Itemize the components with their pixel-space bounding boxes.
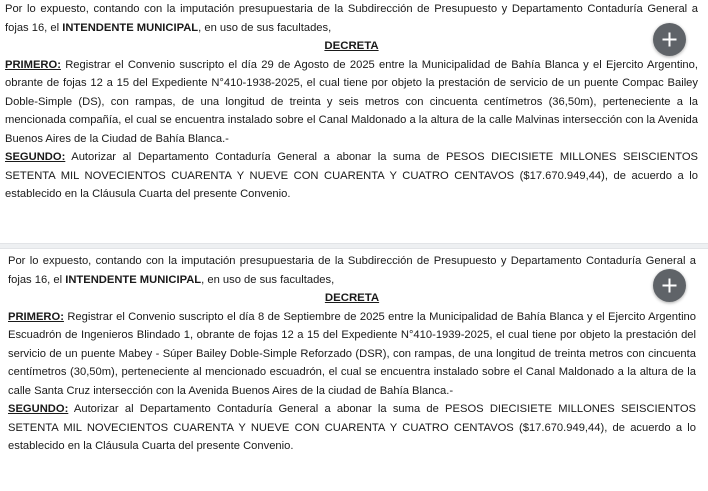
intro-strong: INTENDENTE MUNICIPAL <box>65 273 202 286</box>
add-button[interactable] <box>653 23 686 56</box>
clause-primero-text: Registrar el Convenio suscripto el día 8 de Septiembre de 2025 entre la Municipalidad de Bahía Blanca y el Ejercito Argentino Escuadrón de Ingenieros Blindado 1, obrante de fojas 12 a 15 del Expediente N°410-1939-2025, el cual tiene por objeto la prestación del servicio de un puente Mabey - Súper Bailey Doble-Simple Reforzado (DSR), con rampas, de una longitud de treinta metros con cincuenta centímetros (30,50m), perteneciente al mencionado escuadrón, el cual se encuentra instalado sobre el Canal Maldonado a la altura de la calle Santa Cruz intersección con la Avenida Buenos Aires de la ciudad de Bahía Blanca.- <box>8 310 696 397</box>
clause-primero <box>5 56 698 149</box>
decree-heading: DECRETA <box>324 292 380 304</box>
intro-paragraph <box>8 252 696 289</box>
clause-primero-label: PRIMERO: <box>8 310 64 323</box>
intro-tail: , en uso de sus facultades, <box>198 21 332 34</box>
plus-icon <box>653 23 686 56</box>
add-button[interactable] <box>653 269 686 302</box>
clause-segundo <box>8 400 696 456</box>
clause-primero-label: PRIMERO: <box>5 58 61 71</box>
panel-divider <box>0 243 708 249</box>
plus-icon <box>653 269 686 302</box>
clause-segundo-text: Autorizar al Departamento Contaduría General a abonar la suma de PESOS DIECISIETE MILLONES SEISCIENTOS SETENTA MIL NOVECIENTOS CUARENTA Y NUEVE CON CUARENTA Y CUATRO CENTAVOS ($17.670.949,44), de acuerdo a lo establecido en la Cláusula Cuarta del presente Convenio. <box>8 403 696 452</box>
intro-text: Por lo expuesto, contando con la imputación presupuestaria de la Subdirección de Presupuesto y Departamento Contaduría General a fojas 16, el <box>5 3 698 34</box>
intro-strong: INTENDENTE MUNICIPAL <box>62 21 199 34</box>
intro-paragraph <box>5 0 698 37</box>
clause-segundo-label: SEGUNDO: <box>8 403 69 415</box>
clause-segundo <box>5 148 698 204</box>
intro-text: Por lo expuesto, contando con la imputación presupuestaria de la Subdirección de Presupuesto y Departamento Contaduría General a fojas 16, el <box>8 255 696 286</box>
clause-segundo-label: SEGUNDO: <box>5 151 66 163</box>
intro-tail: , en uso de sus facultades, <box>201 273 335 286</box>
clause-segundo-text: Autorizar al Departamento Contaduría General a abonar la suma de PESOS DIECISIETE MILLONES SEISCIENTOS SETENTA MIL NOVECIENTOS CUARENTA Y NUEVE CON CUARENTA Y CUATRO CENTAVOS ($17.670.949,44), de acuerdo a lo establecido en la Cláusula Cuarta del presente Convenio. <box>5 151 698 200</box>
clause-primero <box>8 308 696 401</box>
document-body <box>5 0 698 204</box>
document-panel-1 <box>0 0 708 242</box>
clause-primero-text: Registrar el Convenio suscripto el día 29 de Agosto de 2025 entre la Municipalidad de Bahía Blanca y el Ejercito Argentino, obrante de fojas 12 a 15 del Expediente N°410-1938-2025, el cual tiene por objeto la prestación de servicio de un puente Compac Bailey Doble-Simple (DS), con rampas, de una longitud de treinta y seis metros con cincuenta centímetros (36,50m), perteneciente a la mencionada compañía, el cual se encuentra instalado sobre el Canal Maldonado a la altura de la calle Malvinas intersección con la Avenida Buenos Aires de la Ciudad de Bahía Blanca.- <box>5 58 698 145</box>
document-panel-2 <box>0 250 708 491</box>
document-body <box>8 252 696 456</box>
decree-heading: DECRETA <box>324 40 379 52</box>
